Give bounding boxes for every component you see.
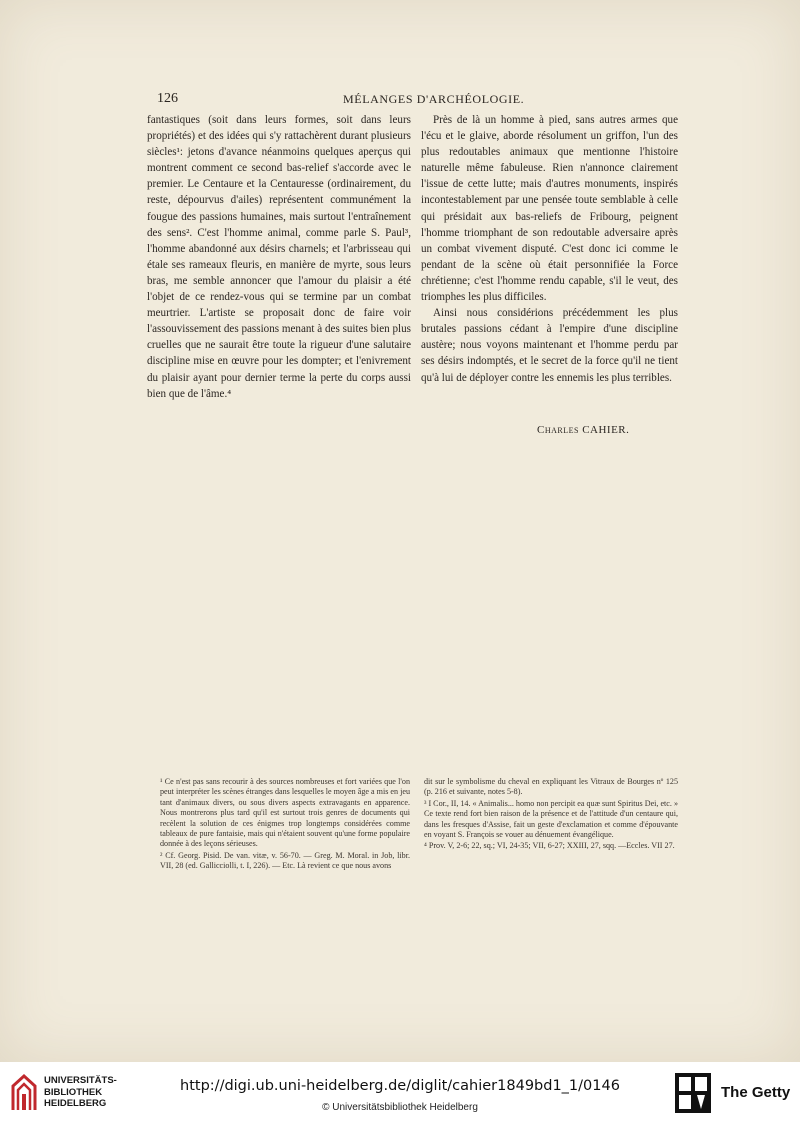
page-number: 126 [157, 91, 178, 106]
footnotes-right [424, 777, 678, 852]
right-paragraph: Ainsi nous considérions précédemment les plus brutales passions cédant à l'empire d'une discipline austère; nous voyons maintenant et l'homme perdu par ses désirs indomptés, et le secret de la force qu'il ne tient qu'à lui de déployer contre les ennemis les plus terribles. [421, 307, 678, 384]
footnote: ³ I Cor., II, 14. « Animalis... homo non percipit ea quæ sunt Spiritus Dei, etc. » Ce texte rend fort bien raison de la présence et de l'attitude d'un centaure qui, dans les fresques d'Assise, fait un geste d'exclamation et comme d'épouvante en voyant S. François se vouer au dénuement évangélique. [424, 798, 678, 840]
footnote: ¹ Ce n'est pas sans recourir à des sources nombreuses et fort variées que l'on peut interpréter les scènes étranges dans lesquelles le moyen âge a mis en jeu tant d'animaux divers, ou sous divers aspects extravagants en apparence. Nous montrerons plus tard qu'il est surtout trois genres de documents qui recèlent la solution de ces énigmes trop longtemps considérées comme tableaux de pure fantaisie, mais qui n'étaient souvent qu'une forme populaire donnée à des leçons sérieuses. [160, 777, 410, 849]
permalink-url[interactable]: http://digi.ub.uni-heidelberg.de/diglit/cahier1849bd1_1/0146 [180, 1078, 620, 1094]
footnote: ² Cf. Georg. Pisid. De van. vitæ, v. 56-70. — Greg. M. Moral. in Job, libr. VII, 28 (ed. Gallicciolli, t. I, 226). — Etc. Là revient ce que nous avons [160, 850, 410, 871]
running-title: MÉLANGES D'ARCHÉOLOGIE. [343, 92, 525, 106]
right-paragraph: Près de là un homme à pied, sans autres armes que l'écu et le glaive, aborde résolument un griffon, l'un des plus redoutables animaux que mentionne l'histoire naturelle même fabuleuse. Rien n'annonce clairement l'issue de cette lutte; mais d'autres monuments, inspirés incontestablement par une pensée toute semblable à celle qui présidait aux bas-reliefs de Fribourg, peignent l'homme triomphant de son redoutable adversaire après un combat vivement disputé. C'est donc ici comme le pendant de la scène où était personnifiée la Force chrétienne; c'est l'homme rendu capable, s'il le veut, des triomphes les plus difficiles. [421, 114, 678, 304]
copyright-notice: © Universitätsbibliothek Heidelberg [322, 1102, 478, 1113]
viewer-footer [0, 1062, 800, 1124]
running-header [0, 91, 800, 107]
left-paragraph: fantastiques (soit dans leurs formes, soit dans leurs propriétés) et des idées qui s'y rattachèrent durant plusieurs siècles¹: jetons d'avance néanmoins quelques aperçus qui montrent comment ce second bas-relief s'accorde avec le premier. Le Centaure et la Centauresse (ordinairement, du reste, dépourvus d'ailes) représentent communément la fougue des passions humaines, mais surtout l'entraînement des sens². C'est l'homme animal, comme parle S. Paul³, l'homme abandonné aux désirs charnels; et l'arbrisseau qui étale ses rameaux fleuris, en manière de myrte, sous leurs bras, me semble annoncer que l'amour du plaisir a été l'objet de ce rendez-vous qui se termine par un combat meurtrier. L'artiste se proposait donc de faire voir l'assouvissement des passions menant à des suites bien plus cruelles que ne saurait être toute la rigueur d'une salutaire discipline mise en œuvre pour les dompter; et l'enivrement du plaisir ayant pour dernier terme la perte du corps aussi bien que de l'âme.⁴ [147, 114, 411, 400]
library-name: UNIVERSITÄTS- BIBLIOTHEK HEIDELBERG [44, 1075, 117, 1109]
author-signature: Charles CAHIER. [537, 424, 630, 436]
footnote: dit sur le symbolisme du cheval en expliquant les Vitraux de Bourges nº 125 (p. 216 et suivante, notes 5-8). [424, 777, 678, 797]
right-text-column [421, 112, 678, 386]
footnote: ⁴ Prov. V, 2-6; 22, sq.; VI, 24-35; VII, 6-27; XXIII, 27, sqq. —Eccles. VII 27. [424, 841, 675, 851]
footnotes-left [160, 777, 410, 872]
partner-name[interactable]: The Getty [721, 1084, 791, 1101]
left-text-column [147, 112, 411, 402]
getty-logo-icon[interactable] [675, 1073, 711, 1113]
